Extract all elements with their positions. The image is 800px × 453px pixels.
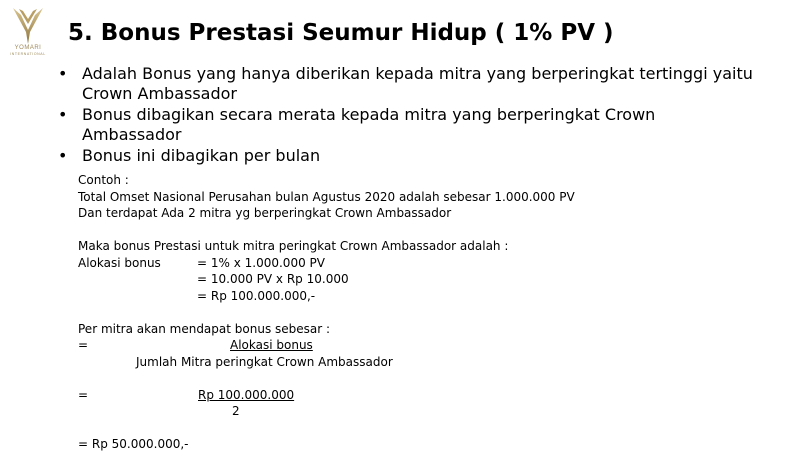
bullet-marker: • — [58, 64, 68, 83]
result-line: = Rp 50.000.000,- — [78, 437, 189, 451]
bullet-item — [58, 146, 758, 166]
bullet-marker: • — [58, 146, 68, 165]
logo-emblem-icon — [9, 6, 47, 46]
logo-brand-text: YOMARI — [14, 45, 42, 51]
fraction-denominator: Jumlah Mitra peringkat Crown Ambassador — [136, 354, 393, 369]
alloc-label: Alokasi bonus — [78, 255, 161, 270]
bullet-list — [58, 64, 758, 167]
example-heading: Contoh : — [78, 173, 129, 187]
fraction1-denominator-row — [78, 354, 698, 371]
bullet-marker: • — [58, 105, 68, 124]
fraction-denominator: 2 — [232, 404, 240, 418]
bullet-item — [58, 105, 758, 145]
fraction1-numerator-row — [78, 337, 698, 354]
bullet-text: Adalah Bonus yang hanya diberikan kepada mitra yang berperingkat tertinggi yaitu Crown Ambassador — [82, 64, 753, 103]
example-line: Dan terdapat Ada 2 mitra yg berperingkat Crown Ambassador — [78, 206, 452, 220]
example-calculation — [78, 172, 698, 453]
calc-row — [78, 271, 698, 288]
example-line: Total Omset Nasional Perusahan bulan Agustus 2020 adalah sebesar 1.000.000 PV — [78, 189, 575, 204]
example-line: Maka bonus Prestasi untuk mitra peringkat Crown Ambassador adalah : — [78, 239, 509, 253]
calc-row — [78, 255, 698, 272]
calc-step: = Rp 100.000.000,- — [197, 288, 316, 303]
per-mitra-line: Per mitra akan mendapat bonus sebesar : — [78, 321, 331, 336]
logo-sub-text: INTERNATIONAL — [10, 52, 46, 56]
bullet-text: Bonus dibagikan secara merata kepada mitra yang berperingkat Crown Ambassador — [82, 105, 656, 144]
calc-step: = 1% x 1.000.000 PV — [197, 255, 325, 270]
bullet-item — [58, 64, 758, 104]
calc-row — [78, 288, 698, 305]
fraction-numerator: Alokasi bonus — [230, 338, 313, 352]
fraction2-denominator-row — [78, 403, 698, 420]
fraction2-numerator-row — [78, 387, 698, 404]
slide-title: 5. Bonus Prestasi Seumur Hidup ( 1% PV ) — [68, 20, 614, 46]
fraction-numerator: Rp 100.000.000 — [198, 387, 295, 402]
yomari-logo — [9, 6, 47, 58]
equals-sign: = — [78, 338, 89, 352]
calc-step: = 10.000 PV x Rp 10.000 — [197, 272, 349, 286]
equals-sign: = — [78, 387, 89, 402]
bullet-text: Bonus ini dibagikan per bulan — [82, 146, 321, 165]
